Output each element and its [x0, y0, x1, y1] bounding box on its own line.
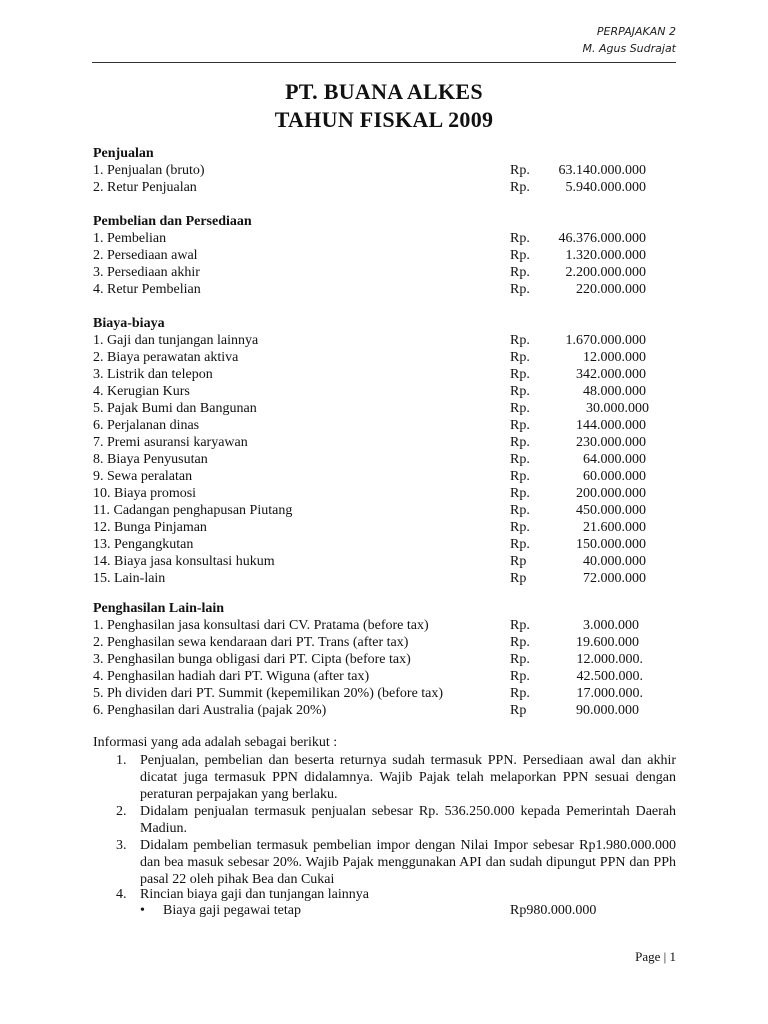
row-label: 12. Bunga Pinjaman	[93, 520, 207, 535]
row-currency: Rp	[510, 571, 527, 586]
row-amount: 17.000.000.	[576, 686, 643, 701]
row-currency: Rp.	[510, 469, 530, 484]
row-label: 2. Retur Penjualan	[93, 180, 197, 195]
row-label: 4. Kerugian Kurs	[93, 384, 190, 399]
table-row	[93, 703, 673, 720]
row-label: 2. Biaya perawatan aktiva	[93, 350, 239, 365]
table-row	[93, 635, 673, 652]
table-row	[93, 418, 673, 435]
row-currency: Rp.	[510, 163, 530, 178]
section-heading: Penjualan	[93, 146, 154, 161]
row-label: 1. Gaji dan tunjangan lainnya	[93, 333, 259, 348]
row-label: 8. Biaya Penyusutan	[93, 452, 208, 467]
row-label: 9. Sewa peralatan	[93, 469, 193, 484]
company-title: PT. BUANA ALKES	[285, 79, 483, 104]
note-text: Penjualan, pembelian dan beserta returnya sudah termasuk PPN. Persediaan awal dan akhir dicatat juga termasuk PPN didalamnya. Wajib Pajak telah melaporkan PPN sesuai dengan peraturan perpajakan yang berlaku.	[140, 753, 676, 802]
row-label: 6. Penghasilan dari Australia (pajak 20%)	[93, 703, 327, 718]
row-amount: 60.000.000	[583, 469, 646, 484]
row-label: 14. Biaya jasa konsultasi hukum	[93, 554, 275, 569]
row-currency: Rp.	[510, 686, 530, 701]
row-currency: Rp.	[510, 669, 530, 684]
row-currency: Rp	[510, 554, 527, 569]
row-currency: Rp.	[510, 503, 530, 518]
note-number: 2.	[116, 804, 127, 819]
row-amount: 21.600.000	[583, 520, 646, 535]
list-item	[140, 903, 610, 920]
row-label: 10. Biaya promosi	[93, 486, 197, 501]
row-amount: 230.000.000	[576, 435, 646, 450]
table-row	[93, 248, 673, 265]
table-row	[93, 618, 673, 635]
row-label: 1. Penjualan (bruto)	[93, 163, 205, 178]
row-amount: 12.000.000	[583, 350, 646, 365]
table-row	[93, 282, 673, 299]
note-text: Rincian biaya gaji dan tunjangan lainnya	[140, 887, 369, 902]
row-amount: 46.376.000.000	[558, 231, 646, 246]
note-number: 1.	[116, 753, 127, 768]
row-currency: Rp.	[510, 520, 530, 535]
table-row	[93, 652, 673, 669]
row-currency: Rp.	[510, 231, 530, 246]
row-currency: Rp.	[510, 486, 530, 501]
row-amount: 1.320.000.000	[565, 248, 646, 263]
table-row	[93, 435, 673, 452]
row-label: 1. Penghasilan jasa konsultasi dari CV. Pratama (before tax)	[93, 618, 429, 633]
row-label: 13. Pengangkutan	[93, 537, 194, 552]
row-currency: Rp.	[510, 367, 530, 382]
note-number: 3.	[116, 838, 127, 853]
row-amount: 42.500.000.	[576, 669, 643, 684]
row-amount: 90.000.000	[576, 703, 639, 718]
row-label: 3. Persediaan akhir	[93, 265, 200, 280]
row-label: 4. Penghasilan hadiah dari PT. Wiguna (after tax)	[93, 669, 370, 684]
bullet-amount: Rp980.000.000	[510, 903, 597, 918]
info-intro: Informasi yang ada adalah sebagai berikut :	[93, 735, 338, 750]
table-row	[93, 486, 673, 503]
row-amount: 64.000.000	[583, 452, 646, 467]
table-row	[93, 333, 673, 350]
row-label: 11. Cadangan penghapusan Piutang	[93, 503, 293, 518]
table-row	[93, 452, 673, 469]
row-currency: Rp.	[510, 537, 530, 552]
row-amount: 1.670.000.000	[565, 333, 646, 348]
row-amount: 3.000.000	[583, 618, 639, 633]
bullet-icon: •	[140, 903, 145, 918]
row-amount: 72.000.000	[583, 571, 646, 586]
row-label: 4. Retur Pembelian	[93, 282, 201, 297]
row-label: 3. Penghasilan bunga obligasi dari PT. Cipta (before tax)	[93, 652, 411, 667]
table-row	[93, 503, 673, 520]
table-row	[93, 686, 673, 703]
table-row	[93, 163, 673, 180]
row-currency: Rp.	[510, 418, 530, 433]
section-heading: Biaya-biaya	[93, 316, 165, 331]
row-currency: Rp.	[510, 635, 530, 650]
section-heading: Pembelian dan Persediaan	[93, 214, 252, 229]
row-label: 3. Listrik dan telepon	[93, 367, 213, 382]
row-amount: 144.000.000	[576, 418, 646, 433]
row-amount: 2.200.000.000	[565, 265, 646, 280]
row-amount: 342.000.000	[576, 367, 646, 382]
row-label: 1. Pembelian	[93, 231, 167, 246]
table-row	[93, 469, 673, 486]
row-label: 2. Penghasilan sewa kendaraan dari PT. Trans (after tax)	[93, 635, 409, 650]
row-amount: 40.000.000	[583, 554, 646, 569]
note-text: Didalam penjualan termasuk penjualan sebesar Rp. 536.250.000 kepada Pemerintah Daerah Madiun.	[140, 804, 676, 836]
table-row	[93, 384, 673, 401]
header-course: PERPAJAKAN 2	[596, 25, 676, 38]
header-rule	[92, 62, 676, 63]
note-number: 4.	[116, 887, 127, 902]
row-currency: Rp.	[510, 350, 530, 365]
table-row	[93, 554, 673, 571]
row-currency: Rp.	[510, 652, 530, 667]
row-currency: Rp.	[510, 452, 530, 467]
row-currency: Rp.	[510, 435, 530, 450]
row-label: 7. Premi asuransi karyawan	[93, 435, 248, 450]
row-currency: Rp.	[510, 248, 530, 263]
row-currency: Rp.	[510, 333, 530, 348]
row-currency: Rp.	[510, 384, 530, 399]
row-amount: 63.140.000.000	[558, 163, 646, 178]
row-amount: 48.000.000	[583, 384, 646, 399]
row-amount: 19.600.000	[576, 635, 639, 650]
fiscal-year-title: TAHUN FISKAL 2009	[274, 107, 494, 132]
header-author: M. Agus Sudrajat	[582, 42, 676, 55]
table-row	[93, 180, 673, 197]
row-amount: 150.000.000	[576, 537, 646, 552]
bullet-text: Biaya gaji pegawai tetap	[163, 903, 301, 918]
row-currency: Rp.	[510, 282, 530, 297]
row-label: 5. Ph dividen dari PT. Summit (kepemilikan 20%) (before tax)	[93, 686, 444, 701]
table-row	[93, 350, 673, 367]
row-label: 15. Lain-lain	[93, 571, 166, 586]
row-currency: Rp.	[510, 401, 530, 416]
row-currency: Rp.	[510, 265, 530, 280]
row-amount: 220.000.000	[576, 282, 646, 297]
row-amount: 5.940.000.000	[565, 180, 646, 195]
table-row	[93, 537, 673, 554]
table-row	[93, 401, 673, 418]
row-currency: Rp.	[510, 180, 530, 195]
table-row	[93, 571, 673, 588]
row-currency: Rp	[510, 703, 527, 718]
table-row	[93, 231, 673, 248]
table-row	[93, 520, 673, 537]
row-label: 6. Perjalanan dinas	[93, 418, 200, 433]
table-row	[93, 669, 673, 686]
row-amount: 200.000.000	[576, 486, 646, 501]
row-amount: 12.000.000.	[576, 652, 643, 667]
table-row	[93, 265, 673, 282]
table-row	[93, 367, 673, 384]
note-text: Didalam pembelian termasuk pembelian impor dengan Nilai Impor sebesar Rp1.980.000.000 dan bea masuk sebesar 20%. Wajib Pajak menggunakan API dan sudah dipungut PPN dan PPh pasal 22 oleh pihak Bea dan Cukai	[140, 838, 676, 887]
row-amount: 30.000.000	[586, 401, 649, 416]
page-number: Page | 1	[635, 949, 676, 964]
row-amount: 450.000.000	[576, 503, 646, 518]
row-label: 5. Pajak Bumi dan Bangunan	[93, 401, 257, 416]
row-currency: Rp.	[510, 618, 530, 633]
row-label: 2. Persediaan awal	[93, 248, 198, 263]
section-heading: Penghasilan Lain-lain	[93, 601, 225, 616]
